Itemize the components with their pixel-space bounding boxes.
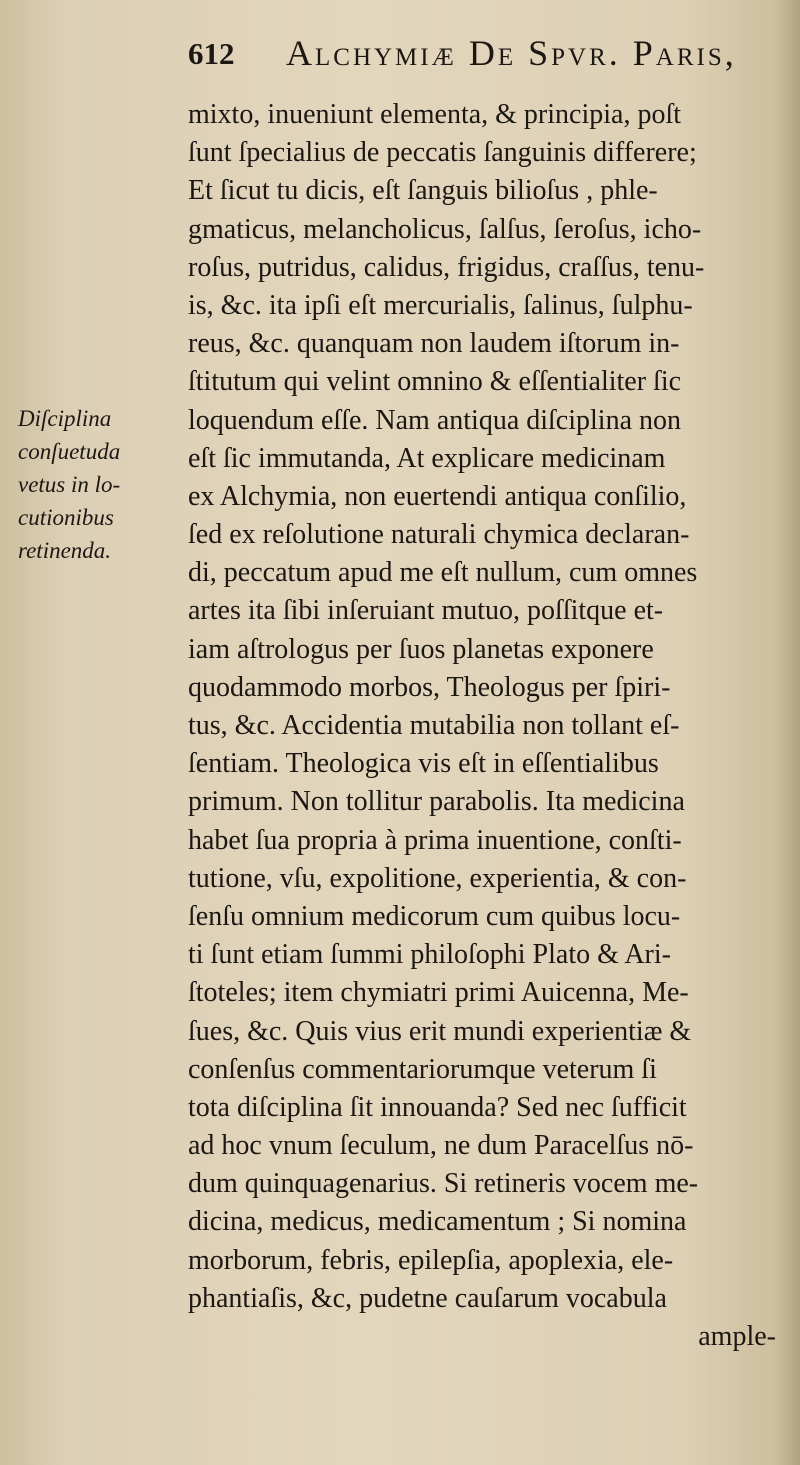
running-head	[188, 30, 778, 80]
text-line: tota diſciplina ſit innouanda? Sed nec ſufficit	[188, 1091, 687, 1123]
text-line: gmaticus, melancholicus, ſalſus, ſeroſus, icho-	[188, 213, 702, 245]
text-line: dicina, medicus, medicamentum ; Si nomina	[188, 1206, 687, 1238]
text-line: ad hoc vnum ſeculum, ne dum Paracelſus nō-	[188, 1130, 694, 1162]
margin-note-line: conſuetuda	[18, 439, 121, 464]
text-line: artes ita ſibi inſeruiant mutuo, poſſitque et-	[188, 595, 664, 627]
text-line: conſenſus commentariorumque veterum ſi	[188, 1053, 657, 1085]
text-line: primum. Non tollitur parabolis. Ita medicina	[188, 786, 685, 818]
margin-note-line: cutionibus	[18, 505, 114, 530]
text-line: ſenſu omnium medicorum cum quibus locu-	[188, 900, 681, 932]
catchword: ample-	[698, 1321, 776, 1352]
text-line: ſtoteles; item chymiatri primi Auicenna, Me-	[188, 977, 689, 1009]
text-line: ſed ex reſolutione naturali chymica declaran-	[188, 519, 690, 551]
text-line: ſues, &c. Quis vius erit mundi experientiæ &	[188, 1015, 692, 1047]
text-line: quodammodo morbos, Theologus per ſpiri-	[188, 671, 671, 703]
text-line: ſunt ſpecialius de peccatis ſanguinis differere;	[188, 137, 697, 169]
text-line: loquendum eſſe. Nam antiqua diſciplina non	[188, 404, 681, 436]
text-line: reus, &c. quanquam non laudem iſtorum in-	[188, 328, 680, 360]
text-line: ſentiam. Theologica vis eſt in eſſentialibus	[188, 748, 659, 780]
running-title: Alchymiæ De Spvr. Paris,	[286, 33, 737, 73]
text-line: dum quinquagenarius. Si retineris vocem me-	[188, 1168, 699, 1200]
text-line: morborum, febris, epilepſia, apoplexia, ele-	[188, 1244, 674, 1276]
text-line: iam aſtrologus per ſuos planetas exponere	[188, 633, 654, 665]
text-line: mixto, inueniunt elementa, & principia, poſt	[188, 99, 682, 130]
margin-note	[18, 402, 178, 567]
text-line: eſt ſic immutanda, At explicare medicinam	[188, 442, 666, 474]
text-line: di, peccatum apud me eſt nullum, cum omnes	[188, 557, 698, 589]
text-line: is, &c. ita ipſi eſt mercurialis, ſalinus, ſulphu-	[188, 289, 693, 321]
text-line: ex Alchymia, non euertendi antiqua conſilio,	[188, 480, 687, 512]
page-number: 612	[188, 36, 235, 71]
margin-note-line: retinenda.	[18, 538, 112, 563]
text-line: ti ſunt etiam ſummi philoſophi Plato & Ari-	[188, 939, 671, 971]
body-text	[188, 96, 788, 1356]
text-line: Et ſicut tu dicis, eſt ſanguis bilioſus , phle-	[188, 175, 658, 207]
text-line: phantiaſis, &c, pudetne cauſarum vocabula	[188, 1282, 667, 1314]
text-line: ſtitutum qui velint omnino & eſſentialiter ſic	[188, 366, 682, 398]
text-line: tutione, vſu, expolitione, experientia, & con-	[188, 862, 687, 894]
text-line: tus, &c. Accidentia mutabilia non tollant eſ-	[188, 710, 680, 741]
margin-note-line: vetus in lo-	[18, 472, 121, 497]
margin-note-line: Diſciplina	[18, 406, 112, 431]
text-line: habet ſua propria à prima inuentione, conſti-	[188, 824, 682, 856]
text-line: roſus, putridus, calidus, frigidus, craſſus, tenu-	[188, 251, 705, 283]
